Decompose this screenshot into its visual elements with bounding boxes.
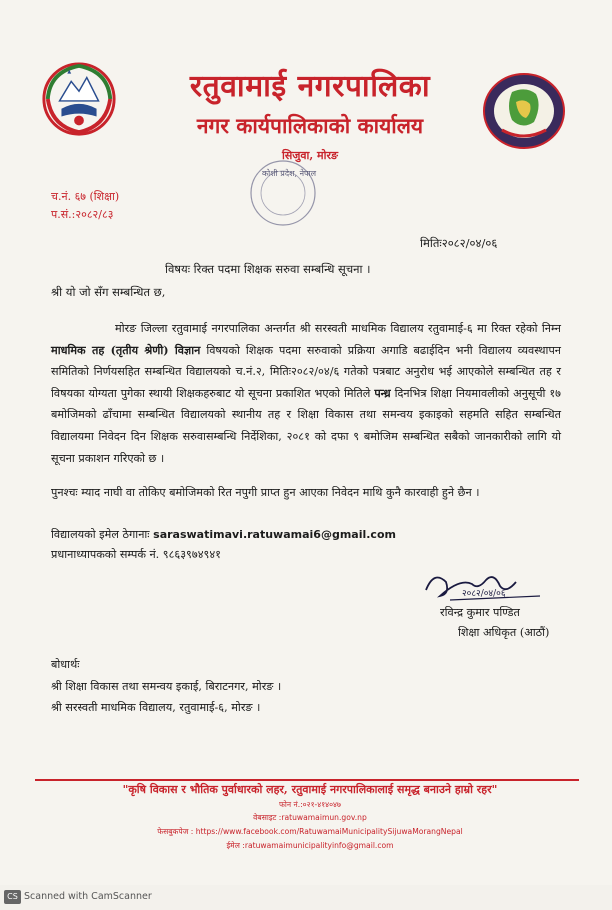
body-paragraph — [51, 318, 561, 469]
footer-phone: फोन नं.:०२१-४१४०४७ — [279, 800, 341, 809]
body-text-1: मोरङ जिल्ला रतुवामाई नगरपालिका अन्तर्गत श्री सरस्वती माधमिक विद्यालय रतुवामाई-६ मा रिक्त रहेको निम्न — [115, 322, 561, 335]
school-email[interactable]: saraswatimavi.ratuwamai6@gmail.com — [153, 528, 396, 541]
letter-subject: विषयः रिक्त पदमा शिक्षक सरुवा सम्बन्धि सूचना । — [165, 262, 371, 276]
signatory-name: रविन्द्र कुमार पण्डित — [440, 606, 520, 619]
office-subtitle: नगर कार्यपालिकाको कार्यालय — [196, 114, 424, 138]
signature — [420, 560, 560, 610]
municipality-title: रतुवामाई नगरपालिका — [189, 69, 431, 104]
postscript: पुनश्चः म्याद नाघी वा तोकिए बमोजिमको रित नपुगी प्राप्त हुन आएका निवेदन माथि कुनै कारवाही हुने छैन । — [51, 486, 480, 499]
footer-email[interactable]: ईमेल :ratuwamaimunicipalityinfo@gmail.com — [226, 841, 394, 850]
footer-slogan: "कृषि विकास र भौतिक पुर्वाधारको लहर, रतुवामाई नगरपालिकालाई समृद्ध बनाउने हाम्रो रहर" — [122, 783, 498, 796]
signature-date: २०८२/०४/०६ — [462, 589, 506, 599]
signatory-title: शिक्षा अधिकृत (आठौं) — [458, 626, 550, 639]
salutation: श्री यो जो सँग सम्बन्धित छ, — [51, 285, 166, 299]
office-address: सिजुवा, मोरङ — [281, 149, 338, 162]
scanner-watermark: Scanned with CamScanner — [24, 891, 152, 902]
cc-item: श्री शिक्षा विकास तथा समन्वय इकाई, बिराटनगर, मोरङ । — [51, 680, 282, 693]
camscanner-logo: CS — [4, 890, 21, 904]
cc-heading: बोधार्थः — [51, 658, 80, 671]
body-bold-2: पन्ध्र — [374, 385, 391, 400]
letter-date: मितिः२०८२/०४/०६ — [420, 236, 498, 250]
body-text-2: विषयको शिक्षक पदमा सरुवाको प्रक्रिया अगाडि बढाईदिन भनी विद्यालय व्यवस्थापन समितिको निर्णयसहित सम्बन्धित विद्यालयको च.नं.२, मितिः२०८२/०४/६ गतेको पत्रबाट अनुरोध भई आएकोले सम्बन्धित तह र विषयका योग्यता पुगेका स्थायी शिक्षकहरुबाट यो सूचना प्रकाशित भएको मितिले — [51, 343, 562, 400]
footer-facebook[interactable]: फेसबुकपेज : https://www.facebook.com/RatuwamaiMunicipalitySijuwaMorangNepal — [157, 827, 463, 836]
fiscal-year: प.सं.:२०८२/८३ — [51, 208, 114, 221]
municipality-logo — [482, 72, 566, 150]
stamp-text: कोशी प्रदेश, नेपाल — [262, 169, 317, 178]
email-label: विद्यालयको इमेल ठेगानाः — [51, 528, 150, 541]
footer-divider — [35, 779, 579, 781]
cc-item: श्री सरस्वती माधमिक विद्यालय, रतुवामाई-६, मोरङ । — [51, 701, 261, 714]
email-line — [51, 527, 396, 542]
body-text-3: दिनभित्र शिक्षा नियमावलीको अनुसूची १७ बमोजिमको ढाँचामा सम्बन्धित विद्यालयको स्थानीय तह र शिक्षा विकास तथा समन्वय इकाइको सहमति सहित सम्बन्धित विद्यालयमा निवेदन दिन शिक्षक सरुवासम्बन्धि निर्देशिका, २०८१ को दफा ९ बमोजिम सम्बन्धित सबैको जानकारीको लागि यो सूचना प्रकाशन गरिएको छ । — [51, 386, 561, 465]
body-bold-1: माधमिक तह (तृतीय श्रेणी) विज्ञान — [51, 342, 201, 357]
footer-website[interactable]: वेबसाइट :ratuwamaimun.gov.np — [253, 813, 367, 822]
reference-number: च.नं. ६७ (शिक्षा) — [51, 190, 120, 203]
nepal-emblem-logo — [40, 60, 118, 138]
headmaster-phone: प्रधानाध्यापकको सम्पर्क नं. ९८६३९७४९४१ — [51, 548, 221, 561]
